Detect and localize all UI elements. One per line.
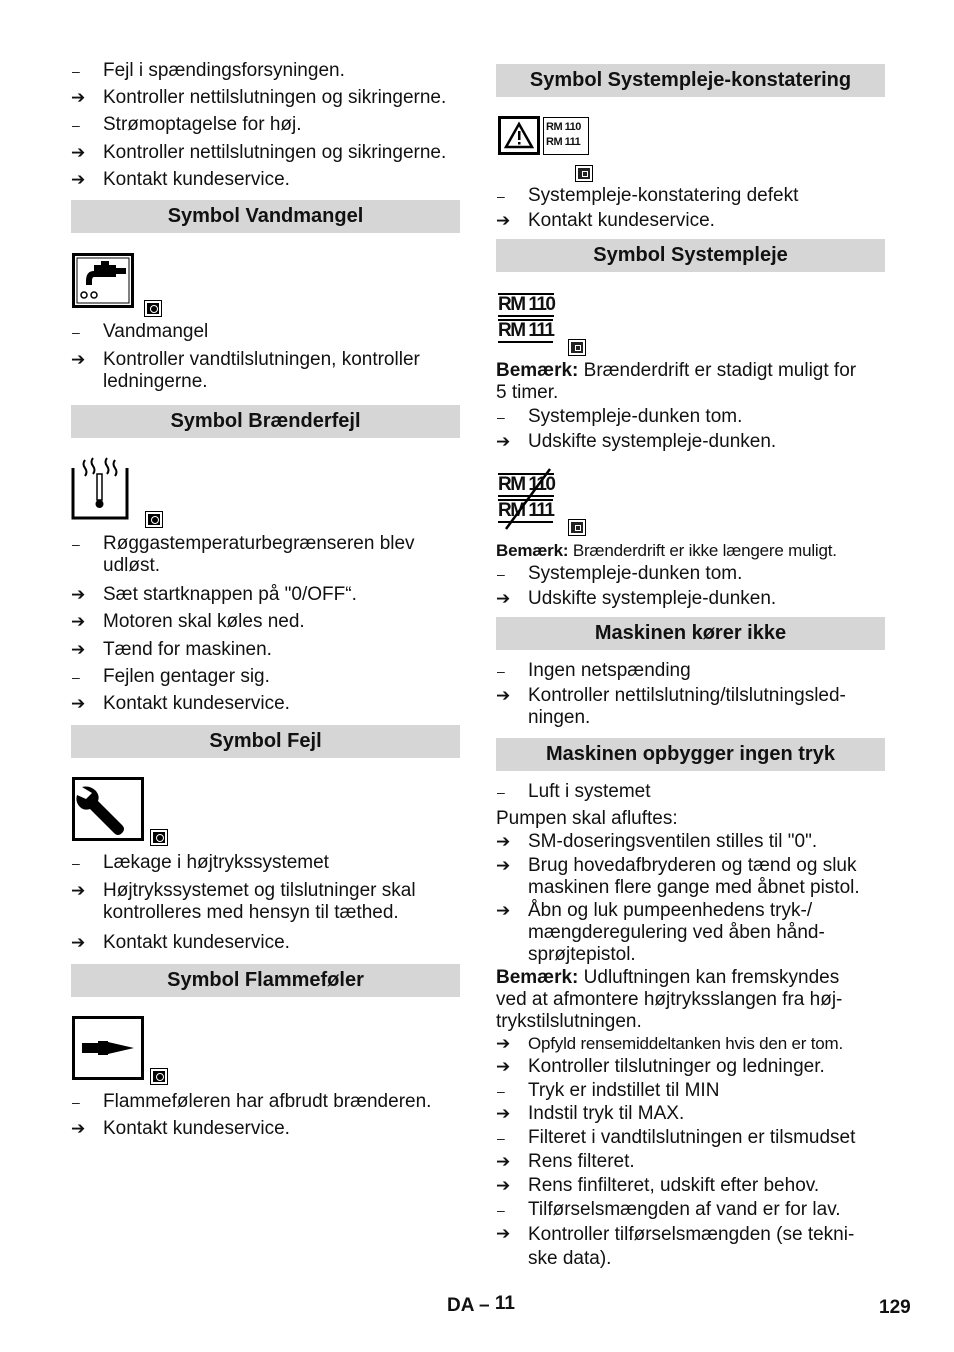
arrow-icon: ➔ [496, 1176, 511, 1195]
list-item: – Filteret i vandtilslutningen er tilsmudset [497, 1127, 856, 1148]
water-shortage-icon [72, 253, 134, 308]
section-heading: Symbol Systempleje-konstatering [496, 64, 885, 97]
section-heading: Maskinen opbygger ingen tryk [496, 738, 885, 771]
dash-icon: – [497, 188, 505, 204]
list-item: ➔ Kontroller tilslutninger og ledninger. [496, 1056, 825, 1077]
arrow-icon: ➔ [71, 1119, 86, 1138]
arrow-icon: ➔ [496, 1104, 511, 1123]
list-item: ➔ Kontroller nettilslutningen og sikringerne. [71, 142, 447, 163]
arrow-icon: ➔ [496, 1057, 511, 1076]
list-item: ➔ Kontroller vandtilslutningen, kontroller ledningerne. [71, 349, 420, 392]
section-heading: Symbol Systempleje [496, 239, 885, 272]
dash-icon: – [497, 1083, 505, 1099]
dash-icon: – [72, 855, 80, 871]
dash-icon: – [72, 1094, 80, 1110]
list-item: ➔ Kontakt kundeservice. [71, 932, 290, 953]
arrow-icon: ➔ [71, 585, 86, 604]
list-item: ➔ Højtrykssystemet og tilslutninger skal kontrolleres med hensyn til tæthed. [71, 880, 416, 923]
dash-icon: – [497, 409, 505, 425]
indicator-light-icon [145, 511, 163, 528]
section-heading: Symbol Brænderfejl [71, 405, 460, 438]
list-item: – Systempleje-dunken tom. [497, 563, 743, 584]
arrow-icon: ➔ [71, 612, 86, 631]
arrow-icon: ➔ [496, 901, 511, 920]
arrow-icon: ➔ [71, 640, 86, 659]
section-heading: Maskinen kører ikke [496, 617, 885, 650]
dash-icon: – [72, 536, 80, 552]
list-item: – Systempleje-dunken tom. [497, 406, 743, 427]
arrow-icon: ➔ [71, 881, 86, 900]
list-item: – Fejl i spændingsforsyningen. [72, 60, 345, 81]
list-item: ➔ Kontroller nettilslutningen og sikringerne. [71, 87, 447, 108]
dash-icon: – [72, 63, 80, 79]
list-item: – Lækage i højtrykssystemet [72, 852, 329, 873]
list-item: ➔ Motoren skal køles ned. [71, 611, 305, 632]
note: Bemærk: Brænderdrift er ikke længere muligt. [496, 541, 837, 560]
arrow-icon: ➔ [496, 1152, 511, 1171]
service-light-icon [575, 165, 593, 182]
rm-care-empty-icon: RM 110 RM 111 [498, 473, 560, 533]
service-light-icon [568, 339, 586, 356]
list-item: – Fejlen gentager sig. [72, 666, 270, 687]
page-footer-section: DA – 11 [447, 1293, 515, 1316]
warning-triangle-icon [498, 116, 540, 155]
dash-icon: – [497, 1202, 505, 1218]
dash-icon: – [497, 663, 505, 679]
arrow-icon: ➔ [496, 211, 511, 230]
section-heading: Symbol Fejl [71, 725, 460, 758]
flame-sensor-icon [72, 1016, 144, 1080]
note: Bemærk: Brænderdrift er stadigt muligt for 5 timer. [496, 360, 857, 403]
arrow-icon: ➔ [71, 933, 86, 952]
indicator-light-icon [144, 300, 162, 317]
arrow-icon: ➔ [71, 88, 86, 107]
list-item: ➔ SM-doseringsventilen stilles til "0". [496, 831, 818, 852]
list-item: ➔ Kontroller tilførselsmængden (se tekni- ske data). [496, 1224, 855, 1269]
list-item: ➔ Åbn og luk pumpeenhedens tryk-/ mængderegulering ved åben hånd- sprøjtepistol. [496, 900, 825, 965]
indicator-light-icon [150, 1068, 168, 1085]
list-item: ➔ Kontakt kundeservice. [71, 1118, 290, 1139]
list-item: – Tilførselsmængden af vand er for lav. [497, 1199, 841, 1220]
list-item: ➔ Kontakt kundeservice. [71, 169, 290, 190]
list-item: ➔ Tænd for maskinen. [71, 639, 272, 660]
arrow-icon: ➔ [71, 350, 86, 369]
list-item: – Vandmangel [72, 321, 209, 342]
section-heading: Symbol Vandmangel [71, 200, 460, 233]
service-light-icon [568, 519, 586, 536]
dash-icon: – [497, 784, 505, 800]
list-item: – Tryk er indstillet til MIN [497, 1080, 720, 1101]
dash-icon: – [72, 324, 80, 340]
note: Bemærk: Udluftningen kan fremskyndes ved at afmontere højtryksslangen fra høj- trykstilslutningen. [496, 967, 843, 1032]
list-item: ➔ Rens filteret. [496, 1151, 635, 1172]
arrow-icon: ➔ [496, 432, 511, 451]
arrow-icon: ➔ [496, 832, 511, 851]
rm-care-icon: RM 110 RM 111 [543, 117, 589, 155]
arrow-icon: ➔ [71, 143, 86, 162]
list-item: ➔ Indstil tryk til MAX. [496, 1103, 685, 1124]
rm-care-icon: RM 110 RM 111 [498, 294, 555, 341]
arrow-icon: ➔ [496, 1224, 511, 1243]
list-item: ➔ Sæt startknappen på "0/OFF“. [71, 584, 357, 605]
indicator-light-icon [150, 829, 168, 846]
paragraph: Pumpen skal afluftes: [496, 808, 678, 829]
list-item: ➔ Udskifte systempleje-dunken. [496, 431, 777, 452]
arrow-icon: ➔ [496, 686, 511, 705]
page-number: 129 [879, 1297, 911, 1318]
dash-icon: – [72, 117, 80, 133]
list-item: – Røggastemperaturbegrænseren blev udløst. [72, 533, 415, 576]
arrow-icon: ➔ [496, 589, 511, 608]
list-item: – Ingen netspænding [497, 660, 691, 681]
list-item: ➔ Rens finfilteret, udskift efter behov. [496, 1175, 820, 1196]
dash-icon: – [497, 566, 505, 582]
list-item: ➔ Udskifte systempleje-dunken. [496, 588, 777, 609]
list-item: – Luft i systemet [497, 781, 651, 802]
list-item: ➔ Brug hovedafbryderen og tænd og sluk maskinen flere gange med åbnet pistol. [496, 855, 860, 898]
list-item: – Systempleje-konstatering defekt [497, 185, 799, 206]
arrow-icon: ➔ [71, 694, 86, 713]
dash-icon: – [497, 1130, 505, 1146]
wrench-icon [72, 777, 144, 841]
list-item: – Strømoptagelse for høj. [72, 114, 302, 135]
arrow-icon: ➔ [496, 856, 511, 875]
list-item: ➔ Kontakt kundeservice. [496, 210, 715, 231]
list-item: ➔ Opfyld rensemiddeltanken hvis den er tom. [496, 1034, 843, 1053]
arrow-icon: ➔ [71, 170, 86, 189]
arrow-icon: ➔ [496, 1034, 511, 1053]
dash-icon: – [72, 669, 80, 685]
list-item: – Flammeføleren har afbrudt brænderen. [72, 1091, 432, 1112]
section-heading: Symbol Flammeføler [71, 964, 460, 997]
list-item: ➔ Kontakt kundeservice. [71, 693, 290, 714]
burner-fault-icon [71, 456, 129, 520]
list-item: ➔ Kontroller nettilslutning/tilslutningsled- ningen. [496, 685, 846, 728]
